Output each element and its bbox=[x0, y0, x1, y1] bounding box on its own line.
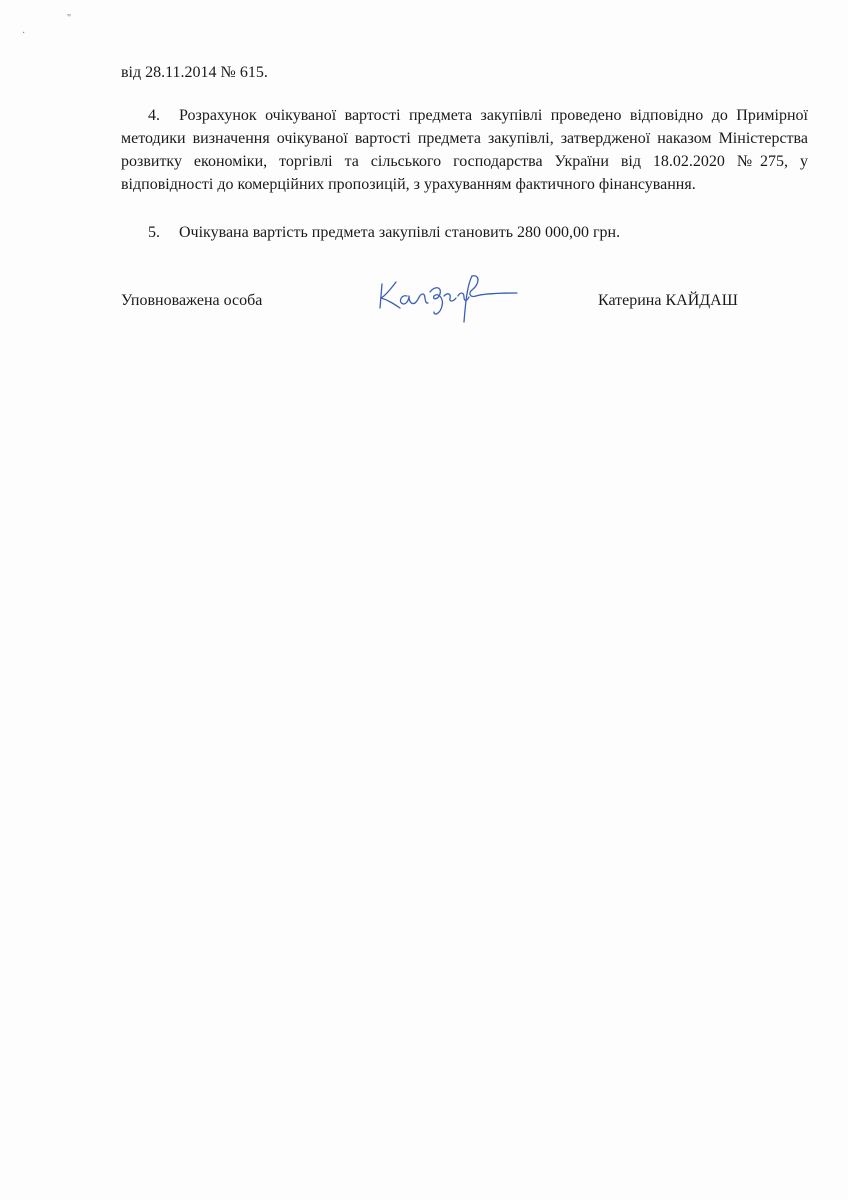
signatory-name: Катерина КАЙДАШ bbox=[598, 292, 738, 309]
handwritten-signature bbox=[372, 270, 522, 330]
paragraph-number: 5. bbox=[148, 224, 160, 241]
paragraph-text: Очікувана вартість предмета закупівлі становить 280 000,00 грн. bbox=[179, 224, 621, 241]
paragraph-item-4 bbox=[121, 104, 808, 196]
signatory-role: Уповноважена особа bbox=[121, 292, 263, 309]
paragraph-text: Розрахунок очікуваної вартості предмета закупівлі проведено відповідно до Примірної методики визначення очікуваної вартості предмета закупівлі, затвердженої наказом Міністерства розвитку економіки, торгівлі та сільського господарства України від 18.02.2020 №275, у відповідності до комерційних пропозицій, з урахуванням фактичного фінансування. bbox=[121, 107, 808, 193]
paragraph-item-5 bbox=[121, 221, 808, 244]
scan-speck: " bbox=[67, 13, 72, 24]
paragraph-number: 4. bbox=[148, 107, 160, 124]
scan-speck: · bbox=[22, 28, 26, 39]
reference-line: від 28.11.2014 № 615. bbox=[121, 64, 268, 81]
